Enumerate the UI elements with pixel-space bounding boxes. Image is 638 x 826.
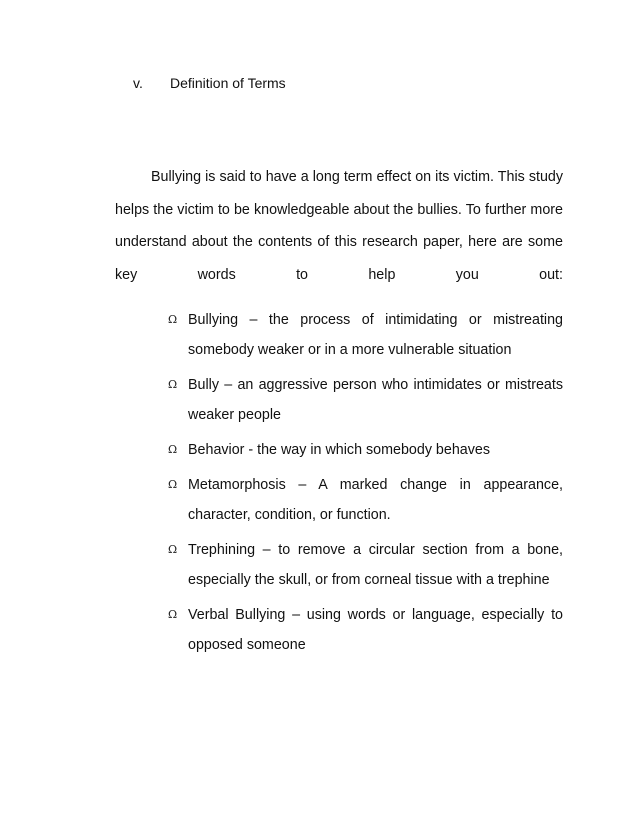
term-item <box>168 435 563 465</box>
omega-bullet-icon: Ω <box>168 378 178 391</box>
intro-text: Bullying is said to have a long term effect on its victim. This study helps the victim to be knowledgeable about the bullies. To further more understand about the contents of this research paper, <box>115 169 563 250</box>
term-definition: Verbal Bullying – using words or language, especially to opposed someone <box>188 607 563 653</box>
intro-paragraph <box>115 161 563 324</box>
term-definition: Trephining – to remove a circular section from a bone, especially the skull, or from corneal tissue with a trephine <box>188 542 563 588</box>
term-item <box>168 535 563 595</box>
section-number: v. <box>133 75 143 91</box>
omega-bullet-icon: Ω <box>168 608 178 621</box>
omega-bullet-icon: Ω <box>168 478 178 491</box>
term-item <box>168 470 563 530</box>
omega-bullet-icon: Ω <box>168 313 178 326</box>
term-definition: Metamorphosis – A marked change in appearance, character, condition, or function. <box>188 477 563 523</box>
section-title: Definition of Terms <box>170 75 286 91</box>
term-definition: Bullying – the process of intimidating or mistreating somebody weaker or in a more vulnerable situation <box>188 312 563 358</box>
term-item <box>168 600 563 660</box>
term-definition: Bully – an aggressive person who intimidates or mistreats weaker people <box>188 377 563 423</box>
terms-list <box>168 305 563 665</box>
term-item <box>168 370 563 430</box>
term-item <box>168 305 563 365</box>
section-heading <box>133 73 286 93</box>
intro-text-last-line: here are some key words to help you out: <box>115 234 563 283</box>
term-definition: Behavior - the way in which somebody behaves <box>188 442 490 458</box>
omega-bullet-icon: Ω <box>168 443 178 456</box>
omega-bullet-icon: Ω <box>168 543 178 556</box>
